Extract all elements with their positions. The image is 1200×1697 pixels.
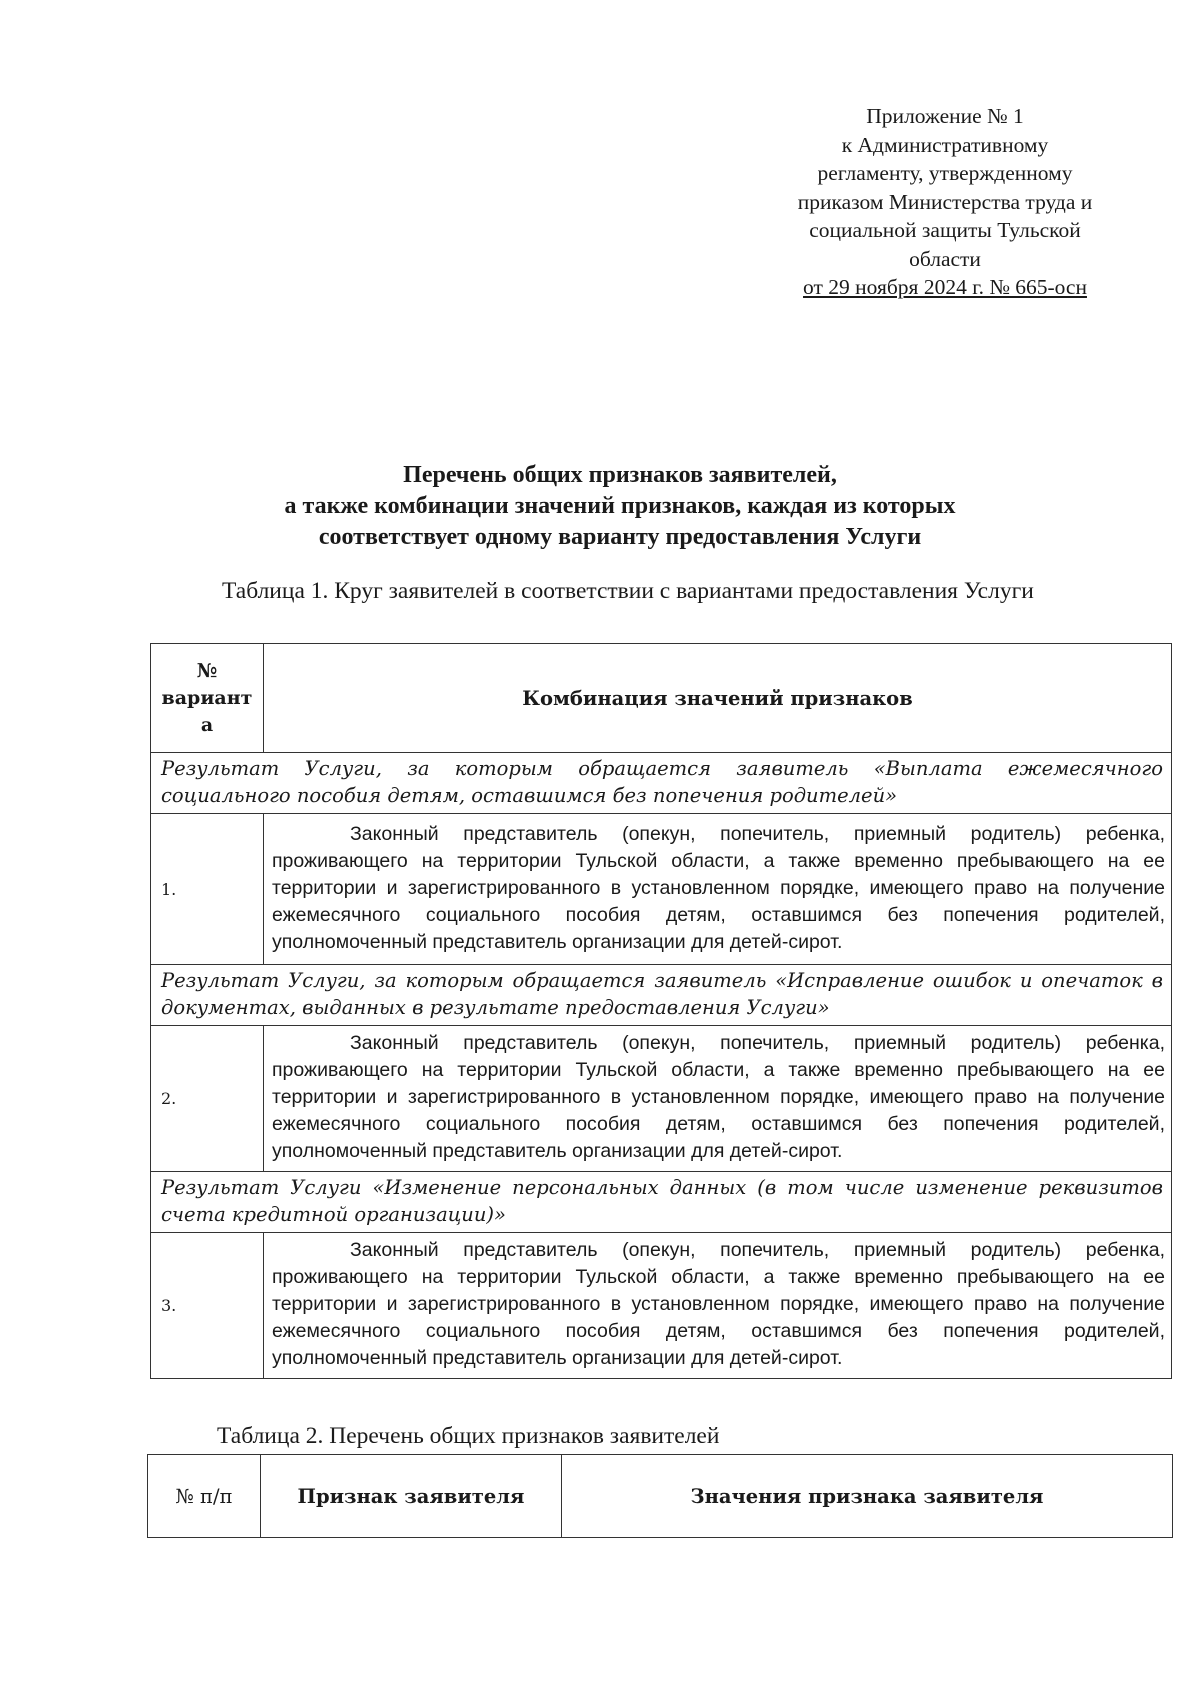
- header-item-number: № п/п: [148, 1455, 261, 1538]
- variant-number: 3.: [151, 1233, 264, 1379]
- header-line: а: [200, 713, 214, 736]
- table-applicant-attributes: [147, 1454, 1173, 1538]
- table2-caption: Таблица 2. Перечень общих признаков заявителей: [217, 1423, 720, 1449]
- table-header-row: [148, 1455, 1173, 1538]
- description-text: Законный представитель (опекун, попечитель, приемный родитель) ребенка, проживающего на территории Тульской области, а также временно пребывающего на ее территории и зарегистрированного в установленном порядке, имеющего право на получение ежемесячного социального пособия детям, оставшимся без попечения родителей, уполномоченный представитель организации для детей-сирот.: [272, 822, 1165, 953]
- appendix-block: [720, 102, 1170, 302]
- table-applicant-variants: [150, 643, 1172, 1379]
- table1-caption: Таблица 1. Круг заявителей в соответствии с вариантами предоставления Услуги: [222, 578, 1034, 604]
- variant-description: [264, 814, 1172, 965]
- variant-number: 1.: [151, 814, 264, 965]
- group-title: Результат Услуги, за которым обращается заявитель «Выплата ежемесячного социального пособия детям, оставшимся без попечения родителей»: [151, 753, 1172, 814]
- description-text: Законный представитель (опекун, попечитель, приемный родитель) ребенка, проживающего на территории Тульской области, а также временно пребывающего на ее территории и зарегистрированного в установленном порядке, имеющего право на получение ежемесячного социального пособия детям, оставшимся без попечения родителей, уполномоченный представитель организации для детей-сирот.: [272, 1239, 1165, 1369]
- group-row: [151, 1172, 1172, 1233]
- appendix-line: к Административному: [841, 132, 1049, 157]
- variant-number: 2.: [151, 1026, 264, 1172]
- appendix-line: приказом Министерства труда и: [797, 189, 1093, 214]
- group-title: Результат Услуги «Изменение персональных данных (в том числе изменение реквизитов счета кредитной организации)»: [151, 1172, 1172, 1233]
- title-line: соответствует одному варианту предоставления Услуги: [318, 524, 922, 550]
- header-variant-number: [151, 644, 264, 753]
- table-row: [151, 1233, 1172, 1379]
- appendix-line: регламенту, утвержденному: [817, 161, 1073, 185]
- title-line: а также комбинации значений признаков, каждая из которых: [284, 493, 956, 519]
- title-line: Перечень общих признаков заявителей,: [403, 462, 837, 488]
- header-line: вариант: [161, 686, 253, 709]
- header-attribute: Признак заявителя: [261, 1455, 562, 1538]
- header-combination: Комбинация значений признаков: [264, 644, 1172, 753]
- appendix-line: социальной защиты Тульской: [809, 218, 1081, 242]
- group-row: [151, 965, 1172, 1026]
- table-row: [151, 814, 1172, 965]
- table-header-row: [151, 644, 1172, 753]
- header-attribute-values: Значения признака заявителя: [562, 1455, 1173, 1538]
- document-title: [170, 460, 1070, 553]
- table-row: [151, 1026, 1172, 1172]
- variant-description: [264, 1233, 1172, 1379]
- variant-description: [264, 1026, 1172, 1172]
- appendix-line: Приложение № 1: [866, 104, 1024, 128]
- header-line: №: [196, 659, 218, 682]
- appendix-line: области: [909, 246, 981, 271]
- group-row: [151, 753, 1172, 814]
- appendix-date: от 29 ноября 2024 г. № 665-осн: [803, 275, 1087, 299]
- description-text: Законный представитель (опекун, попечитель, приемный родитель) ребенка, проживающего на территории Тульской области, а также временно пребывающего на ее территории и зарегистрированного в установленном порядке, имеющего право на получение ежемесячного социального пособия детям, оставшимся без попечения родителей, уполномоченный представитель организации для детей-сирот.: [272, 1032, 1165, 1162]
- group-title: Результат Услуги, за которым обращается заявитель «Исправление ошибок и опечаток в документах, выданных в результате предоставления Услуги»: [151, 965, 1172, 1026]
